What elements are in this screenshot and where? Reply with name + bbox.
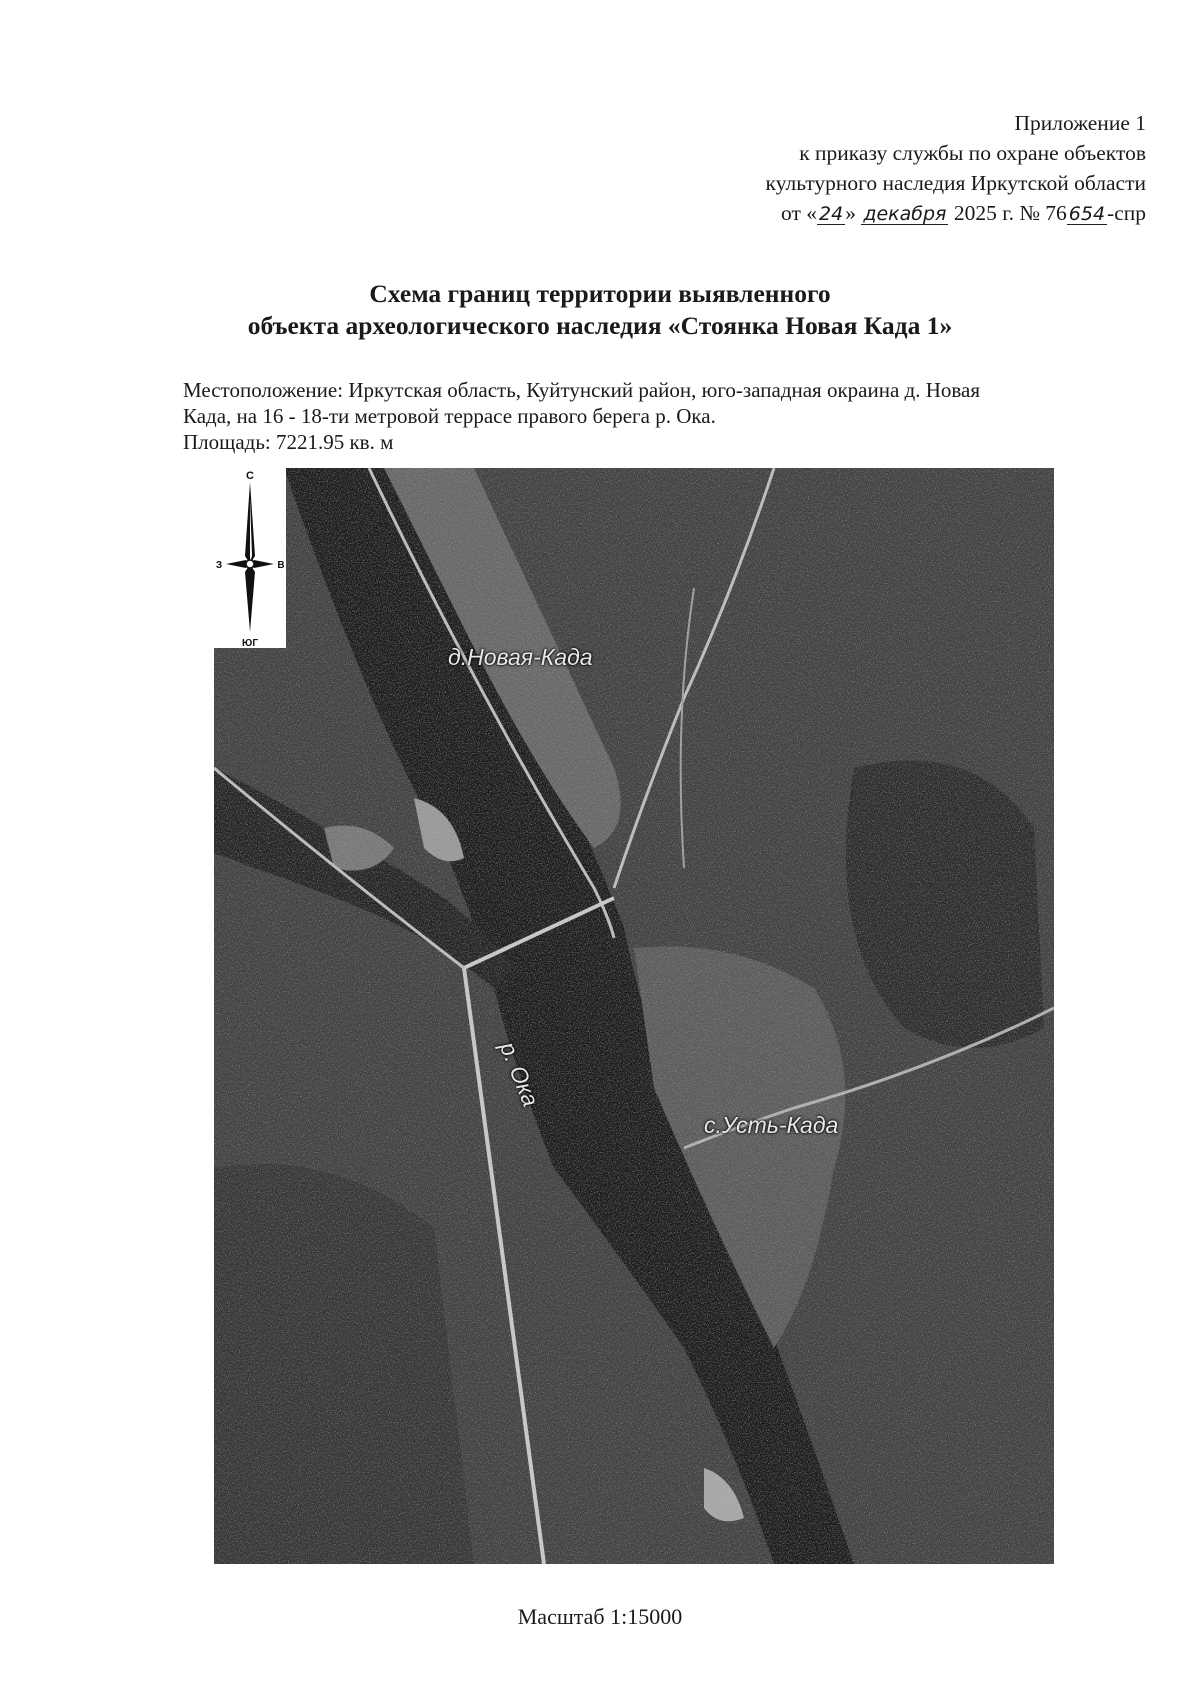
order-reference: к приказу службы по охране объектов — [799, 141, 1146, 165]
map-label-ust-kada: с.Усть-Када — [704, 1112, 839, 1138]
appendix-number: Приложение 1 — [1014, 111, 1146, 135]
appendix-block — [766, 108, 1146, 228]
compass-north-label: С — [246, 470, 254, 482]
title-line-1: Схема границ территории выявленного — [369, 279, 831, 308]
handwritten-day: 24 — [819, 203, 844, 225]
date-quote: » — [845, 201, 856, 225]
map-label-novaya-kada: д.Новая-Када — [448, 644, 593, 670]
compass-west-label: З — [215, 560, 223, 571]
document-title — [0, 278, 1200, 342]
date-prefix: от « — [781, 201, 817, 225]
map-terrain — [214, 468, 1054, 1564]
location-info — [183, 377, 1123, 455]
order-year: 2025 г. № 76 — [953, 201, 1067, 225]
north-arrow-icon — [214, 468, 286, 648]
map-scale: Масштаб 1:15000 — [517, 1604, 683, 1629]
map-label-oka-river: р. Ока — [494, 1038, 545, 1110]
location-line-2: Када, на 16 - 18-ти метровой террасе правого берега р. Ока. — [183, 404, 716, 428]
authority-name: культурного наследия Иркутской области — [765, 171, 1146, 195]
satellite-map — [214, 468, 1054, 1564]
title-line-2: объекта археологического наследия «Стоянка Новая Када 1» — [247, 311, 953, 340]
handwritten-number: 654 — [1068, 203, 1106, 225]
area-value: Площадь: 7221.95 кв. м — [183, 430, 394, 454]
order-date-line — [766, 198, 1146, 228]
compass-south-label: ЮГ — [242, 638, 258, 648]
location-line-1: Местоположение: Иркутская область, Куйтунский район, юго-западная окраина д. Новая — [183, 378, 981, 402]
handwritten-month: декабря — [863, 203, 947, 225]
compass-rose — [214, 468, 286, 648]
compass-east-label: В — [277, 560, 285, 571]
order-suffix: -спр — [1107, 201, 1146, 225]
